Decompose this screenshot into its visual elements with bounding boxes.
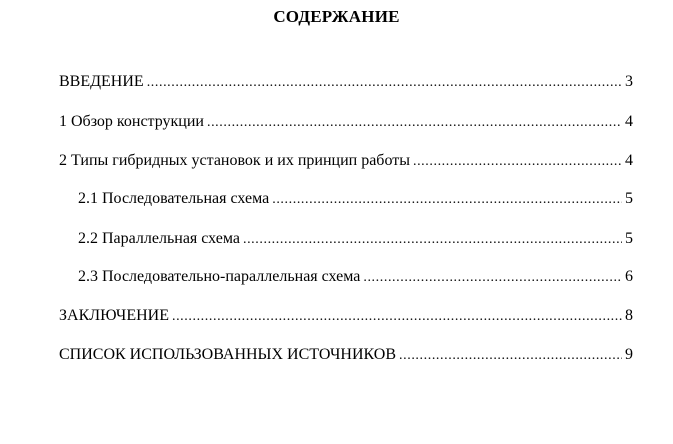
toc-entry-text: 2.3 Последовательно-параллельная схема bbox=[78, 268, 361, 285]
toc-entry-page: 8 bbox=[625, 307, 633, 324]
toc-entry-text: ЗАКЛЮЧЕНИЕ bbox=[59, 307, 169, 324]
dot-leader bbox=[147, 73, 622, 93]
dot-leader bbox=[363, 268, 622, 288]
toc-entry-section-2-3[interactable] bbox=[78, 267, 633, 288]
toc-entry-section-1[interactable] bbox=[59, 112, 633, 133]
toc-entry-text: 2.2 Параллельная схема bbox=[78, 230, 240, 247]
toc-entry-page: 6 bbox=[625, 268, 633, 285]
dot-leader bbox=[172, 307, 622, 327]
toc-entry-text: ВВЕДЕНИЕ bbox=[59, 73, 144, 90]
toc-entry-text: СПИСОК ИСПОЛЬЗОВАННЫХ ИСТОЧНИКОВ bbox=[59, 346, 397, 363]
toc-entry-page: 4 bbox=[625, 152, 633, 169]
toc-entry-page: 5 bbox=[625, 190, 633, 207]
toc-entry-page: 3 bbox=[625, 73, 633, 90]
toc-entry-section-2-2[interactable] bbox=[78, 229, 633, 250]
toc-entry-text: 2.1 Последовательная схема bbox=[78, 190, 270, 207]
dot-leader bbox=[272, 190, 622, 210]
toc-entry-references[interactable] bbox=[59, 345, 633, 366]
toc-entry-page: 4 bbox=[625, 113, 633, 130]
dot-leader bbox=[399, 346, 622, 366]
page-title: СОДЕРЖАНИЕ bbox=[273, 7, 400, 26]
toc-entry-text: 1 Обзор конструкции bbox=[59, 113, 204, 130]
toc-entry-conclusion[interactable] bbox=[59, 306, 633, 327]
toc-entry-introduction[interactable] bbox=[59, 72, 633, 93]
dot-leader bbox=[243, 230, 622, 250]
dot-leader bbox=[413, 152, 622, 172]
toc-entry-page: 9 bbox=[625, 346, 633, 363]
toc-entry-section-2[interactable] bbox=[59, 151, 633, 172]
toc-entry-section-2-1[interactable] bbox=[78, 189, 633, 210]
toc-entry-page: 5 bbox=[625, 230, 633, 247]
toc-entry-text: 2 Типы гибридных установок и их принцип работы bbox=[59, 152, 410, 169]
dot-leader bbox=[207, 113, 622, 133]
